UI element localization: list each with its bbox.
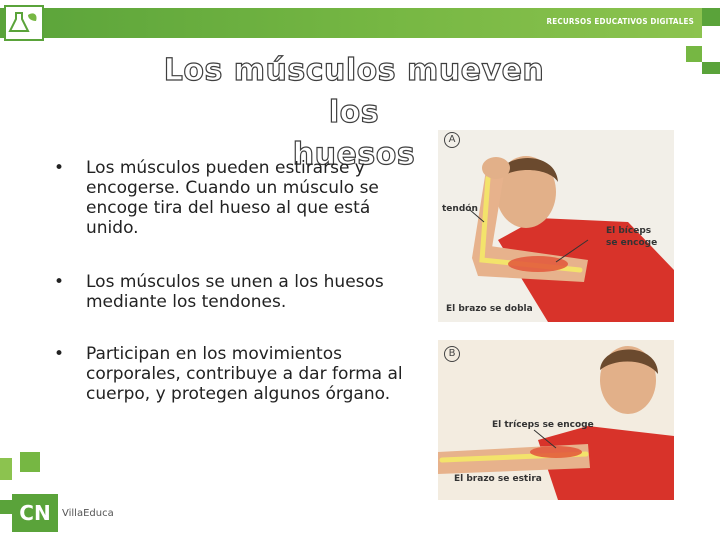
decor-square — [686, 46, 702, 62]
figure-a-caption: El brazo se dobla — [446, 304, 533, 314]
figure-b-letter: B — [444, 346, 460, 362]
decor-square — [0, 500, 12, 514]
bullet-item: • Participan en los movimientos corporales, contribuye a dar forma al cuerpo, y protegen algunos órgano. — [54, 344, 404, 404]
decor-square — [702, 62, 720, 74]
bullet-list — [54, 158, 404, 404]
header-label: RECURSOS EDUCATIVOS DIGITALES — [546, 17, 694, 26]
figure-a-letter: A — [444, 132, 460, 148]
figure-b-caption: El brazo se estira — [454, 474, 542, 484]
bullet-item: • Los músculos se unen a los huesos mediante los tendones. — [54, 272, 404, 312]
title-line-1: Los músculos mueven los — [163, 53, 545, 130]
decor-square — [702, 8, 720, 26]
decor-square — [0, 458, 12, 480]
science-logo-icon — [4, 5, 44, 41]
decor-square — [20, 452, 40, 472]
bullet-item: • Los músculos pueden estirarse y encogerse. Cuando un músculo se encoge tira del hueso al que está unido. — [54, 158, 404, 238]
figure-b-arm-straight — [438, 340, 674, 500]
label-biceps-2: se encoge — [606, 238, 658, 248]
villaeduca-logo-text: VillaEduca — [62, 508, 114, 519]
label-triceps: El tríceps se encoge — [492, 420, 594, 430]
label-tendon: tendón — [442, 204, 478, 214]
label-biceps-1: El bíceps — [606, 226, 652, 236]
cn-logo: CN — [12, 494, 58, 532]
header-bar — [0, 8, 702, 38]
figure-a-arm-bent — [438, 130, 674, 322]
title-line-2: huesos — [292, 137, 416, 172]
